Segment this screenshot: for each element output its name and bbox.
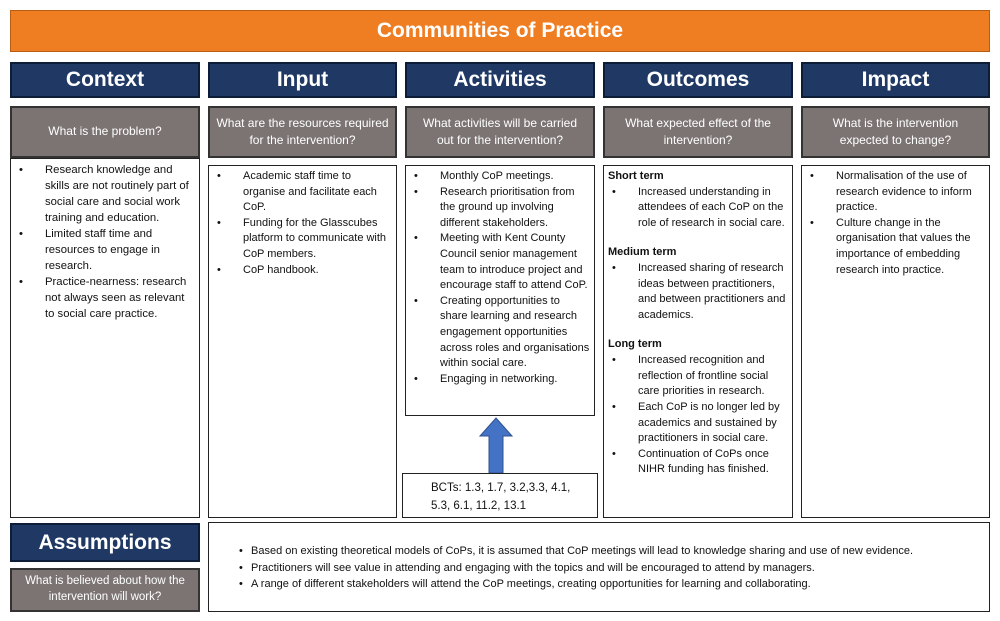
- page-title: Communities of Practice: [10, 10, 990, 52]
- question-context: What is the problem?: [10, 106, 200, 158]
- question-assumptions: What is believed about how the intervention will work?: [10, 568, 200, 612]
- list-item: • Normalisation of the use of research evidence to inform practice.: [806, 169, 985, 216]
- list-item: • Increased recognition and reflection of frontline social care priorities in research.: [608, 353, 788, 400]
- list-item: • Each CoP is no longer led by academics and sustained by practitioners in social care.: [608, 400, 788, 447]
- list-item: • Research knowledge and skills are not routinely part of social care and social work training and education.: [15, 162, 195, 226]
- list-item: • Continuation of CoPs once NIHR funding has finished.: [608, 447, 788, 478]
- impact-box: [801, 165, 990, 518]
- list-item: • A range of different stakeholders will attend the CoP meetings, creating opportunities for learning and collaborating.: [235, 576, 979, 593]
- list-item: • Funding for the Glasscubes platform to communicate with CoP members.: [213, 216, 392, 263]
- header-assumptions: Assumptions: [10, 523, 200, 562]
- list-item: • Practice-nearness: research not always seen as relevant to social care practice.: [15, 274, 195, 322]
- list-item: • Meeting with Kent County Council senior management team to introduce project and encourage staff to attend CoP.: [410, 231, 590, 293]
- list-item: • Research prioritisation from the ground up involving different stakeholders.: [410, 185, 590, 232]
- assumptions-box: [208, 522, 990, 612]
- outcomes-box: [603, 165, 793, 518]
- list-item: • Increased understanding in attendees of each CoP on the role of research in social care.: [608, 185, 788, 232]
- activities-box: [405, 165, 595, 416]
- question-input: What are the resources required for the intervention?: [208, 106, 397, 158]
- header-outcomes: Outcomes: [603, 62, 793, 98]
- header-activities: Activities: [405, 62, 595, 98]
- list-item: • Based on existing theoretical models of CoPs, it is assumed that CoP meetings will lead to knowledge sharing and use of new evidence.: [235, 543, 979, 560]
- list-item: • Creating opportunities to share learning and research engagement opportunities across roles and organisations within social care.: [410, 294, 590, 372]
- list-item: • Academic staff time to organise and facilitate each CoP.: [213, 169, 392, 216]
- list-item: • Increased sharing of research ideas between practitioners, and between practitioners and academics.: [608, 261, 788, 323]
- input-box: [208, 165, 397, 518]
- short-term-label: Short term: [608, 170, 664, 182]
- long-term-label: Long term: [608, 338, 662, 351]
- header-context: Context: [10, 62, 200, 98]
- header-input: Input: [208, 62, 397, 98]
- question-outcomes: What expected effect of the intervention?: [603, 106, 793, 158]
- medium-term-label: Medium term: [608, 246, 677, 259]
- list-item: • Practitioners will see value in attending and engaging with the topics and will be encouraged to attend by managers.: [235, 560, 979, 577]
- list-item: • CoP handbook.: [213, 263, 392, 279]
- list-item: • Engaging in networking.: [410, 372, 590, 388]
- list-item: • Culture change in the organisation that values the importance of embedding research into practice.: [806, 216, 985, 278]
- list-item: • Limited staff time and resources to engage in research.: [15, 226, 195, 274]
- question-impact: What is the intervention expected to change?: [801, 106, 990, 158]
- up-arrow-icon: [478, 416, 514, 474]
- list-item: • Monthly CoP meetings.: [410, 169, 590, 185]
- context-box: [10, 158, 200, 518]
- bcts-box: BCTs: 1.3, 1.7, 3.2,3.3, 4.1, 5.3, 6.1, 11.2, 13.1: [402, 473, 598, 518]
- header-impact: Impact: [801, 62, 990, 98]
- question-activities: What activities will be carried out for the intervention?: [405, 106, 595, 158]
